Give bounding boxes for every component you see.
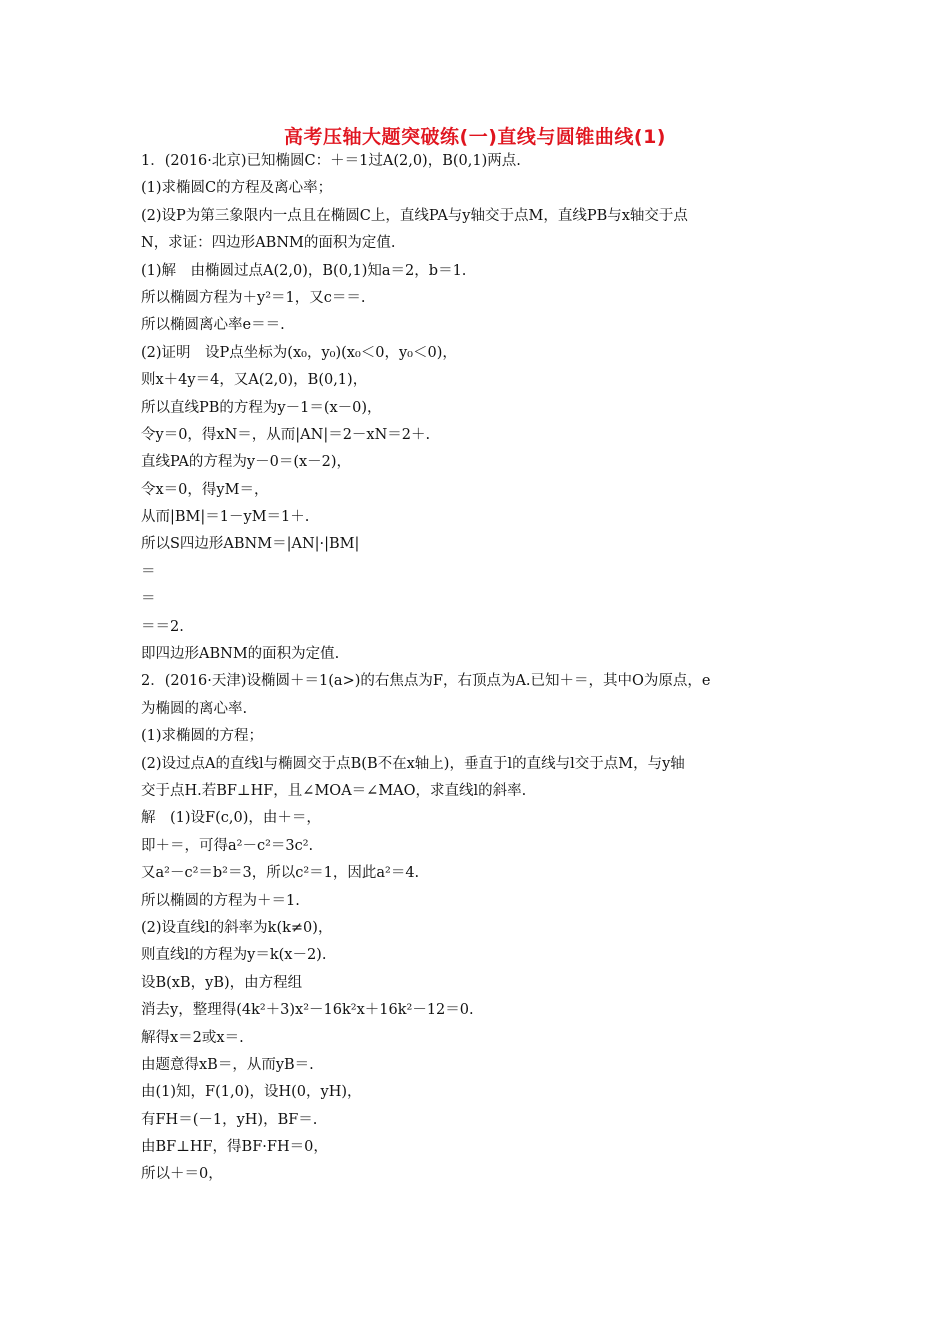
solution-1-conclusion: 即四边形ABNM的面积为定值. <box>141 646 340 663</box>
solution-1-line: 则x＋4y＝4，又A(2,0)，B(0,1)， <box>141 372 368 389</box>
solution-2-line: 又a²－c²＝b²＝3，所以c²＝1，因此a²＝4. <box>141 865 420 882</box>
problem-1-statement: 1．(2016·北京)已知椭圆C：＋＝1过A(2,0)，B(0,1)两点. <box>141 153 521 169</box>
problem-2-part-2-cont: 交于点H.若BF⊥HF，且∠MOA＝∠MAO，求直线l的斜率. <box>141 782 527 799</box>
solution-2-line: 设B(xB，yB)，由方程组 <box>141 974 303 991</box>
solution-2-line: 消去y，整理得(4k²＋3)x²－16k²x＋16k²－12＝0. <box>141 1002 474 1019</box>
problem-1-part-1: (1)求椭圆C的方程及离心率； <box>141 180 333 197</box>
solution-1-line: (2)证明 设P点坐标为(x₀，y₀)(x₀＜0，y₀＜0)， <box>141 344 457 361</box>
problem-1-part-2-cont: N，求证：四边形ABNM的面积为定值. <box>141 235 396 252</box>
solution-1-line: (1)解 由椭圆过点A(2,0)，B(0,1)知a＝2，b＝1. <box>141 262 467 279</box>
solution-2-line: 由(1)知，F(1,0)，设H(0，yH)， <box>141 1084 362 1101</box>
solution-1-line: 令x＝0，得yM＝， <box>141 481 269 498</box>
solution-1-line: ＝ <box>141 563 156 580</box>
solution-1-line: 从而|BM|＝1－yM＝1＋. <box>141 509 310 526</box>
solution-1-line: ＝ <box>141 591 156 608</box>
solution-1-line: 所以椭圆离心率e＝＝. <box>141 317 285 334</box>
solution-2-line: 所以椭圆的方程为＋＝1. <box>141 892 300 909</box>
problem-2-statement-cont: 为椭圆的离心率. <box>141 700 248 717</box>
problem-1-part-2: (2)设P为第三象限内一点且在椭圆C上，直线PA与y轴交于点M，直线PB与x轴交于点 <box>141 207 688 224</box>
problem-2-part-2: (2)设过点A的直线l与椭圆交于点B(B不在x轴上)，垂直于l的直线与l交于点M，与y轴 <box>141 755 685 772</box>
solution-1-line: 所以椭圆方程为＋y²＝1，又c＝＝. <box>141 289 366 306</box>
solution-1-line: 令y＝0，得xN＝，从而|AN|＝2－xN＝2＋. <box>141 426 431 443</box>
problem-2-statement: 2．(2016·天津)设椭圆＋＝1(a>)的右焦点为F，右顶点为A.已知＋＝，其中O为原点，e <box>141 673 711 690</box>
solution-1-line: 直线PA的方程为y－0＝(x－2)， <box>141 454 352 471</box>
solution-2-line: 则直线l的方程为y＝k(x－2). <box>141 947 327 964</box>
solution-2-line: 即＋＝，可得a²－c²＝3c². <box>141 837 314 854</box>
solution-1-line: 所以S四边形ABNM＝|AN|·|BM| <box>141 536 360 553</box>
problem-2-part-1: (1)求椭圆的方程； <box>141 728 264 745</box>
solution-2-line: 有FH＝(－1，yH)，BF＝. <box>141 1111 318 1128</box>
document-body <box>141 148 816 1189</box>
solution-2-line: 由BF⊥HF，得BF·FH＝0， <box>141 1139 328 1156</box>
solution-2-line: (2)设直线l的斜率为k(k≠0)， <box>141 919 333 936</box>
document-title: 高考压轴大题突破练(一)直线与圆锥曲线(1) <box>284 126 666 148</box>
solution-1-line: ＝＝2. <box>141 618 184 635</box>
solution-1-line: 所以直线PB的方程为y－1＝(x－0)， <box>141 399 382 416</box>
solution-2-line: 解 (1)设F(c,0)，由＋＝， <box>141 810 321 827</box>
solution-2-line: 所以＋＝0， <box>141 1166 223 1183</box>
solution-2-line: 由题意得xB＝，从而yB＝. <box>141 1056 314 1073</box>
solution-2-line: 解得x＝2或x＝. <box>141 1029 244 1046</box>
